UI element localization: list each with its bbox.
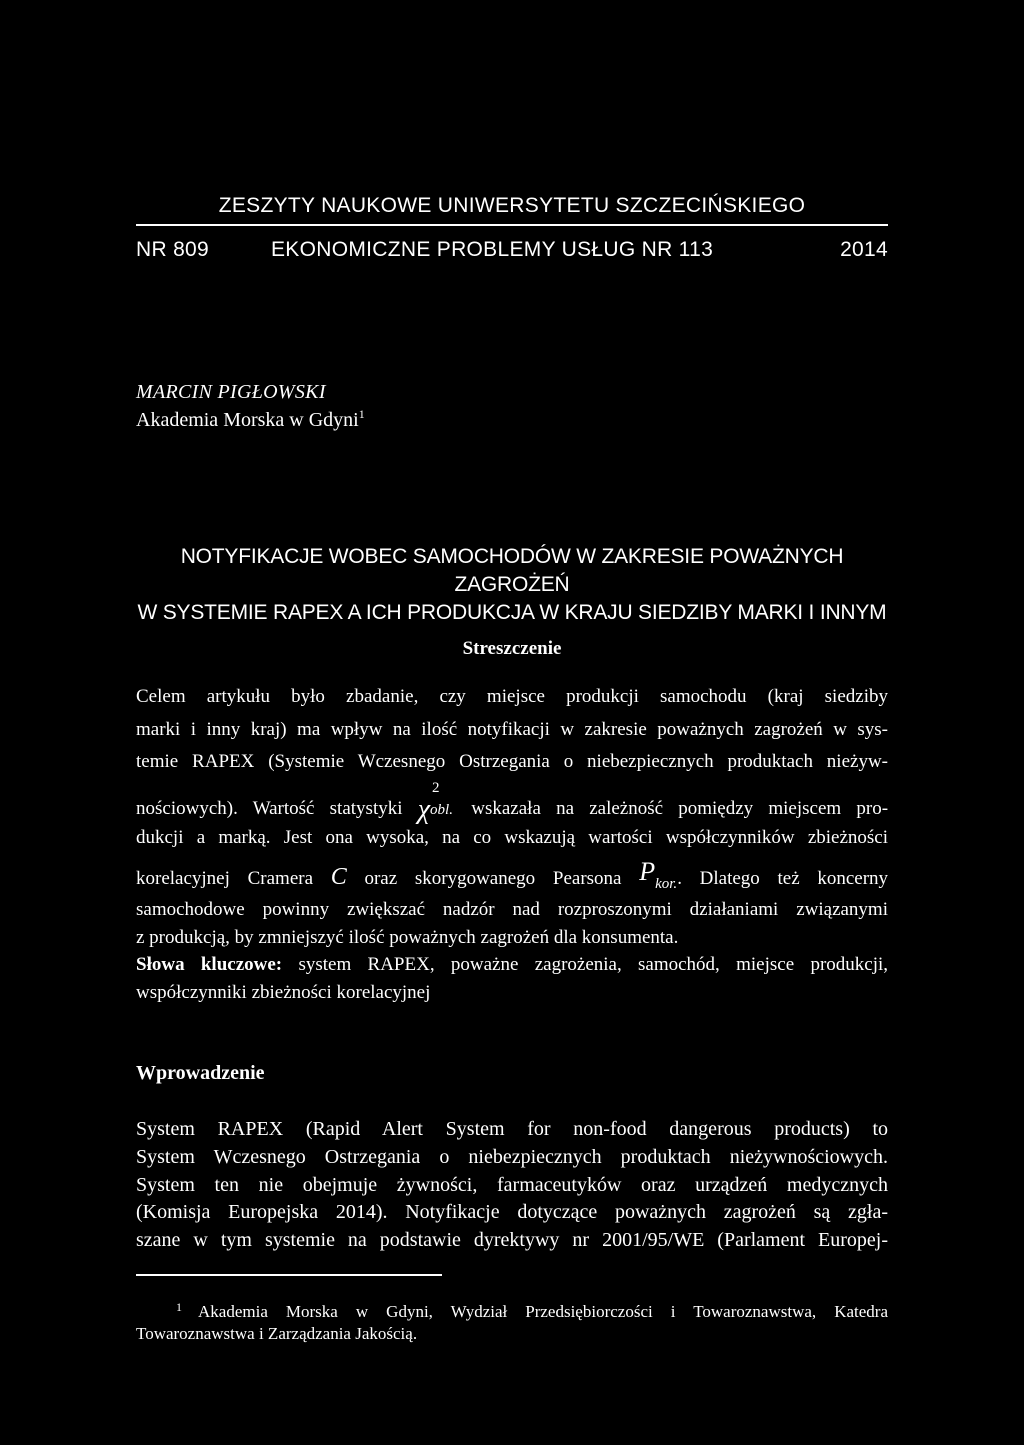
series-name: EKONOMICZNE PROBLEMY USŁUG NR 113 xyxy=(271,238,714,261)
keywords-line: współczynniki zbieżności korelacyjnej xyxy=(136,982,431,1003)
keywords-label: Słowa kluczowe: xyxy=(136,954,283,975)
keywords-text: system RAPEX, poważne zagrożenia, samochód, miejsce produkcji, xyxy=(298,954,889,975)
header-rule xyxy=(136,224,888,226)
chi-indices xyxy=(430,780,456,818)
abstract-line: marki i inny kraj) ma wpływ na ilość notyfikacji w zakresie poważnych zagrożeń w sys- xyxy=(136,719,888,740)
abstract-line xyxy=(136,780,889,825)
abstract-text: wskazała na zależność pomiędzy miejscem pro- xyxy=(471,798,889,819)
issue-year: 2014 xyxy=(840,238,888,261)
section-heading: Wprowadzenie xyxy=(136,1062,265,1084)
body-line: (Komisja Europejska 2014). Notyfikacje dotyczące poważnych zagrożeń są zgła- xyxy=(136,1201,888,1223)
pearson-symbol-group xyxy=(639,857,889,892)
abstract-line: temie RAPEX (Systemie Wczesnego Ostrzegania o niebezpiecznych produktach nieżyw- xyxy=(136,751,888,772)
body-line: System ten nie obejmuje żywności, farmaceutyków oraz urządzeń medycznych xyxy=(136,1174,888,1196)
chi-symbol: χ xyxy=(417,794,431,825)
footnote-rule xyxy=(136,1274,442,1276)
affiliation-footnote-mark: 1 xyxy=(358,407,365,421)
article-title xyxy=(136,543,888,627)
footnote-text: Akademia Morska w Gdyni, Wydział Przedsiębiorczości i Towaroznawstwa, Katedra xyxy=(198,1302,888,1321)
abstract-text: nościowych). Wartość statystyki xyxy=(136,798,403,819)
footnote-line xyxy=(136,1302,888,1322)
author-name: MARCIN PIGŁOWSKI xyxy=(136,381,326,403)
pearson-subscript: kor. xyxy=(655,876,678,892)
issue-number: NR 809 xyxy=(136,238,210,261)
body-line: System RAPEX (Rapid Alert System for non-food dangerous products) to xyxy=(136,1118,888,1140)
abstract-text: korelacyjnej Cramera xyxy=(136,868,314,889)
abstract-line: Celem artykułu było zbadanie, czy miejsce produkcji samochodu (kraj siedziby xyxy=(136,686,888,707)
body-line: szane w tym systemie na podstawie dyrektywy nr 2001/95/WE (Parlament Europej- xyxy=(136,1229,888,1251)
cramer-symbol: C xyxy=(330,864,347,890)
journal-title: ZESZYTY NAUKOWE UNIWERSYTETU SZCZECIŃSKIEGO xyxy=(218,194,806,217)
footnote-mark: 1 xyxy=(176,1300,182,1314)
author-affiliation xyxy=(136,409,365,432)
title-line: NOTYFIKACJE WOBEC SAMOCHODÓW W ZAKRESIE POWAŻNYCH ZAGROŻEŃ xyxy=(180,545,844,596)
abstract-heading: Streszczenie xyxy=(462,638,562,659)
keywords-line xyxy=(136,954,888,976)
chi-subscript: obl. xyxy=(430,802,453,818)
abstract-line: z produkcją, by zmniejszyć ilość poważnych zagrożeń dla konsumenta. xyxy=(136,927,679,948)
body-line: System Wczesnego Ostrzegania o niebezpiecznych produktach nieżywnościowych. xyxy=(136,1146,888,1168)
pearson-symbol: P xyxy=(639,857,656,886)
abstract-text: oraz skorygowanego Pearsona xyxy=(364,868,622,889)
title-line: W SYSTEMIE RAPEX A ICH PRODUKCJA W KRAJU SIEDZIBY MARKI I INNYM xyxy=(137,601,887,624)
abstract-line xyxy=(136,857,889,892)
affiliation-text: Akademia Morska w Gdyni xyxy=(136,409,359,431)
footnote-line: Towaroznawstwa i Zarządzania Jakością. xyxy=(136,1324,418,1343)
abstract-line: samochodowe powinny zwiększać nadzór nad rozproszonymi działaniami związanymi xyxy=(136,899,888,920)
abstract-line: dukcji a marką. Jest ona wysoka, na co wskazują wartości współczynników zbieżności xyxy=(136,827,888,848)
chi-superscript: 2 xyxy=(432,780,440,796)
abstract-text: . Dlatego też koncerny xyxy=(677,868,889,889)
